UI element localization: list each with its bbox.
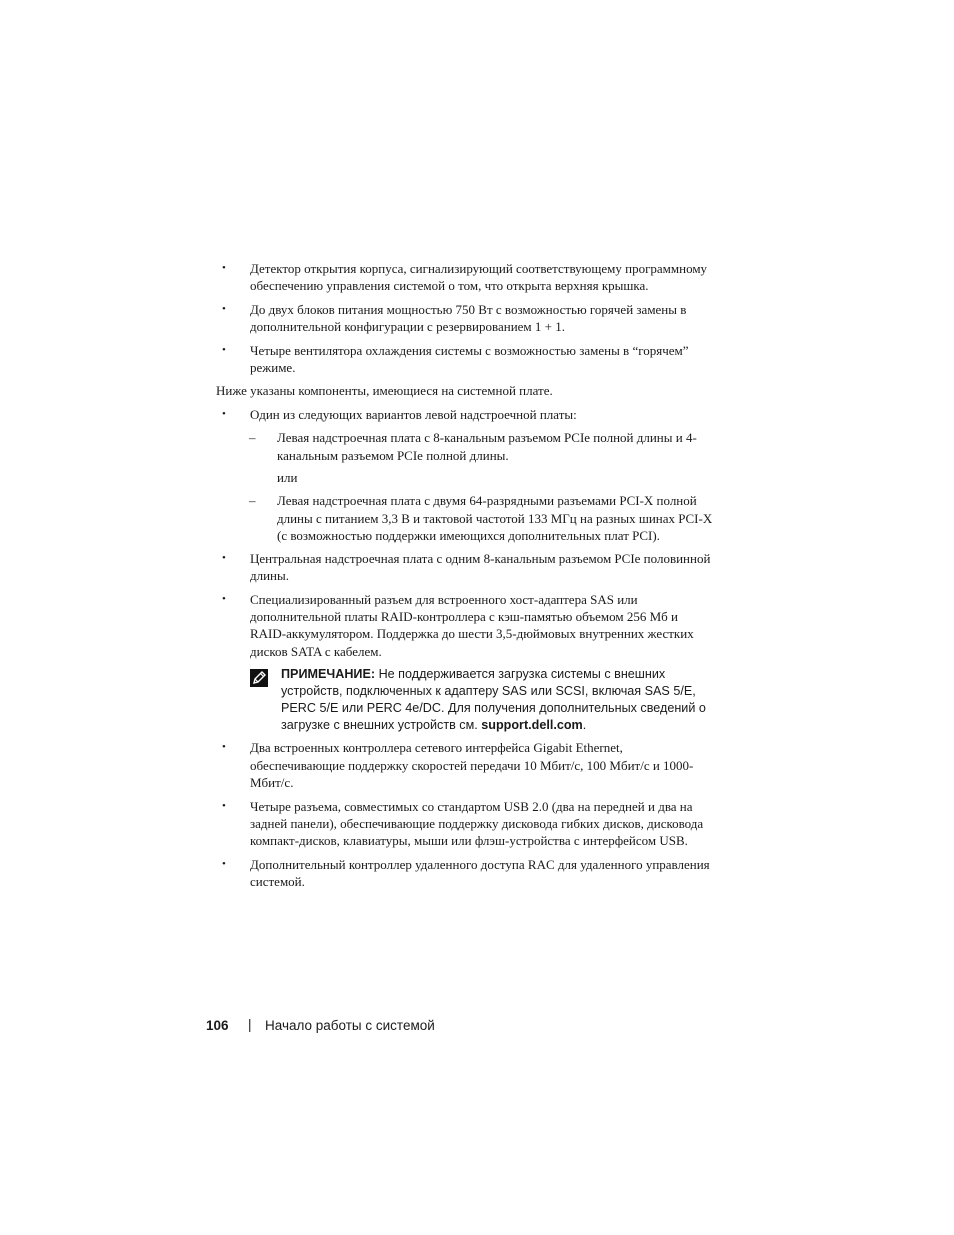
bullet-icon: • (222, 343, 226, 356)
dash-icon: – (249, 430, 256, 446)
list-item (216, 342, 716, 377)
note-text: Не поддерживается загрузка системы с внешних устройств, подключенных к адаптеру SAS или SCSI, включая SAS 5/E, PERC 5/E или PERC 4e/DC. Для получения дополнительных сведений о загрузке с внешних устройств см. (281, 667, 706, 732)
footer-separator: | (248, 1017, 252, 1032)
list-item-text: Центральная надстроечная плата с одним 8-канальным разъемом PCIe половинной длины. (250, 550, 711, 584)
bullet-icon: • (222, 741, 226, 754)
bullet-icon: • (222, 799, 226, 812)
page-number: 106 (206, 1018, 229, 1033)
bullet-icon: • (222, 857, 226, 870)
list-item-text: Детектор открытия корпуса, сигнализирующий соответствующему программному обеспечению управления системой о том, что открыта верхняя крышка. (250, 261, 708, 294)
list-item (216, 856, 716, 891)
list-item-text: Два встроенных контроллера сетевого интерфейса Gigabit Ethernet, обеспечивающие поддержку скоростей передачи 10 Мбит/с, 100 Мбит/с и 1000-Мбит/с. (250, 740, 694, 791)
list-item (216, 406, 716, 423)
bullet-icon: • (222, 407, 226, 420)
list-item (216, 798, 716, 850)
list-item (216, 739, 716, 791)
bullet-icon: • (222, 302, 226, 315)
bullet-icon: • (222, 262, 226, 274)
list-item-text: Дополнительный контроллер удаленного доступа RAC для удаленного управления системой. (250, 856, 710, 890)
list-item (216, 550, 716, 585)
chapter-title: Начало работы с системой (265, 1018, 435, 1033)
intro-paragraph: Ниже указаны компоненты, имеющиеся на системной плате. (216, 383, 553, 399)
dash-icon: – (249, 493, 256, 509)
sub-list-item (216, 429, 716, 464)
note-block (216, 666, 716, 733)
sub-list-item-text: Левая надстроечная плата с двумя 64-разрядными разъемами PCI-X полной длины с питанием 3,3 В и тактовой частотой 133 МГц на разных шинах PCI-X (с возможностью поддержки имеющихся дополнительных плат PCI). (277, 493, 713, 544)
support-link[interactable]: support.dell.com (481, 717, 583, 732)
page-content (216, 260, 716, 897)
note-end: . (582, 717, 587, 732)
list-item-text: Четыре разъема, совместимых со стандартом USB 2.0 (два на передней и два на задней панели), обеспечивающие поддержку дисковода гибких дисков, дисковода компакт-дисков, клавиатуры, мыши или флэш-устройства с интерфейсом USB. (250, 798, 704, 849)
list-item-text: Четыре вентилятора охлаждения системы с возможностью замены в “горячем” режиме. (250, 342, 689, 376)
note-label: ПРИМЕЧАНИЕ: (281, 667, 376, 682)
list-item (216, 260, 716, 295)
list-item-text: До двух блоков питания мощностью 750 Вт с возможностью горячей замены в дополнительной конфигурации с резервированием 1 + 1. (250, 301, 687, 335)
list-item-text: Специализированный разъем для встроенного хост-адаптера SAS или дополнительной платы RAID-контроллера с кэш-памятью объемом 256 Мб и RAID-аккумулятором. Поддержка до шести 3,5-дюймовых внутренних жестких дисков SATA с кабелем. (250, 591, 694, 659)
list-item (216, 591, 716, 661)
bullet-icon: • (222, 551, 226, 564)
list-item (216, 301, 716, 336)
sub-list-item (216, 492, 716, 544)
or-separator: или (277, 470, 298, 486)
pencil-note-icon (249, 668, 269, 688)
list-item-text: Один из следующих вариантов левой надстроечной платы: (250, 406, 577, 422)
sub-list-item-text: Левая надстроечная плата с 8-канальным разъемом PCIe полной длины и 4-канальным разъемом PCIe полной длины. (277, 430, 697, 463)
bullet-icon: • (222, 592, 226, 605)
